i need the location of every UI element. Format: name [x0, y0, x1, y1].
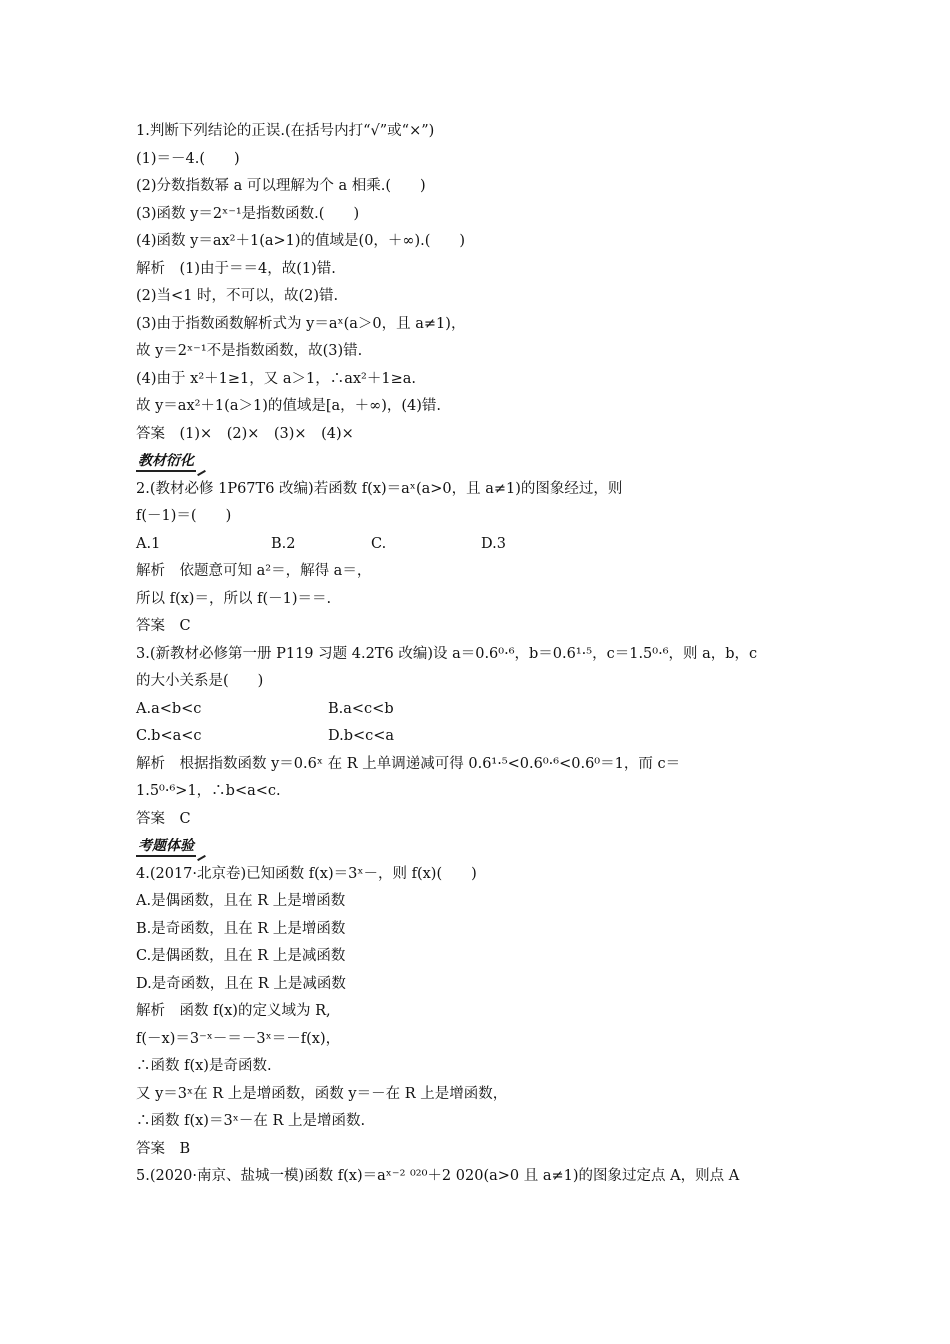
q4-analysis-4: 又 y＝3ˣ在 R 上是增函数，函数 y＝－在 R 上是增函数， [136, 1085, 508, 1102]
q1-analysis-2: (2)当<1 时，不可以，故(2)错. [136, 288, 339, 304]
q1-analysis-4: 故 y＝2ˣ⁻¹不是指数函数，故(3)错. [136, 343, 363, 359]
q4-analysis-1: 解析 函数 f(x)的定义域为 R, [136, 1003, 331, 1019]
q2-option-c: C. [371, 535, 387, 552]
q1-stem: 1.判断下列结论的正误.(在括号内打“√”或“×”) [136, 123, 435, 139]
q3-option-b: B.a<c<b [328, 700, 394, 717]
q4-answer: 答案 B [136, 1140, 191, 1157]
q2-option-a: A.1 [136, 535, 161, 552]
q1-analysis-6: 故 y＝ax²＋1(a＞1)的值域是[a，＋∞)，(4)错. [136, 398, 442, 414]
q3-analysis-1: 解析 根据指数函数 y＝0.6ˣ 在 R 上单调递减可得 0.6¹·⁵<0.6⁰·⁶<0.6⁰＝1，而 c＝ [136, 755, 681, 772]
q3-options-row-2 [136, 723, 816, 751]
q3-stem-1: 3.(新教材必修第一册 P119 习题 4.2T6 改编)设 a＝0.6⁰·⁶，b＝0.6¹·⁵，c＝1.5⁰·⁶，则 a，b，c [136, 645, 758, 662]
q5-stem: 5.(2020·南京、盐城一模)函数 f(x)＝aˣ⁻² ⁰²⁰＋2 020(a>0 且 a≠1)的图象过定点 A，则点 A [136, 1168, 740, 1184]
q3-analysis-2: 1.5⁰·⁶>1，∴b<a<c. [136, 783, 281, 799]
q1-item-4: (4)函数 y＝ax²＋1(a>1)的值域是(0，＋∞).( ) [136, 233, 466, 249]
q1-item-2: (2)分数指数幂 a 可以理解为个 a 相乘.( ) [136, 178, 426, 194]
q4-option-c: C.是偶函数，且在 R 上是减函数 [136, 948, 346, 964]
document-content [136, 118, 816, 1191]
section-tag-textbook: 教材衍化 [136, 448, 816, 476]
q3-options-row-1 [136, 696, 816, 724]
q4-stem: 4.(2017·北京卷)已知函数 f(x)＝3ˣ－，则 f(x)( ) [136, 865, 477, 882]
q2-options [136, 531, 816, 559]
q2-stem-1: 2.(教材必修 1P67T6 改编)若函数 f(x)＝aˣ(a>0，且 a≠1)的图象经过，则 [136, 480, 623, 497]
q1-item-3: (3)函数 y＝2ˣ⁻¹是指数函数.( ) [136, 205, 360, 222]
q3-stem-2: 的大小关系是( ) [136, 673, 264, 689]
q3-option-c: C.b<a<c [136, 728, 202, 744]
q1-analysis-1: 解析 (1)由于＝＝4，故(1)错. [136, 260, 336, 277]
q4-option-b: B.是奇函数，且在 R 上是增函数 [136, 920, 346, 937]
q4-option-a: A.是偶函数，且在 R 上是增函数 [136, 893, 346, 909]
q2-analysis-2: 所以 f(x)＝，所以 f(－1)＝＝. [136, 590, 332, 607]
q1-analysis-5: (4)由于 x²＋1≥1，又 a＞1，∴ax²＋1≥a. [136, 370, 416, 387]
q2-option-b: B.2 [271, 535, 296, 552]
q2-option-d: D.3 [481, 535, 506, 552]
q4-option-d: D.是奇函数，且在 R 上是减函数 [136, 975, 346, 992]
q1-answer: 答案 (1)× (2)× (3)× (4)× [136, 425, 354, 442]
q2-stem-2: f(－1)＝( ) [136, 508, 232, 524]
q1-analysis-3: (3)由于指数函数解析式为 y＝aˣ(a＞0，且 a≠1)， [136, 315, 466, 332]
q2-analysis-1: 解析 依题意可知 a²＝，解得 a＝， [136, 563, 372, 579]
section-tag-exam: 考题体验 [136, 833, 816, 861]
q4-analysis-5: ∴函数 f(x)＝3ˣ－在 R 上是增函数. [136, 1113, 366, 1129]
q2-answer: 答案 C [136, 618, 191, 634]
q1-item-1: (1)＝－4.( ) [136, 150, 240, 167]
q3-option-d: D.b<c<a [328, 728, 395, 744]
q3-option-a: A.a<b<c [136, 700, 202, 717]
q4-analysis-3: ∴函数 f(x)是奇函数. [136, 1058, 272, 1074]
q4-analysis-2: f(－x)＝3⁻ˣ－＝－3ˣ＝－f(x)， [136, 1030, 341, 1047]
q3-answer: 答案 C [136, 810, 191, 827]
